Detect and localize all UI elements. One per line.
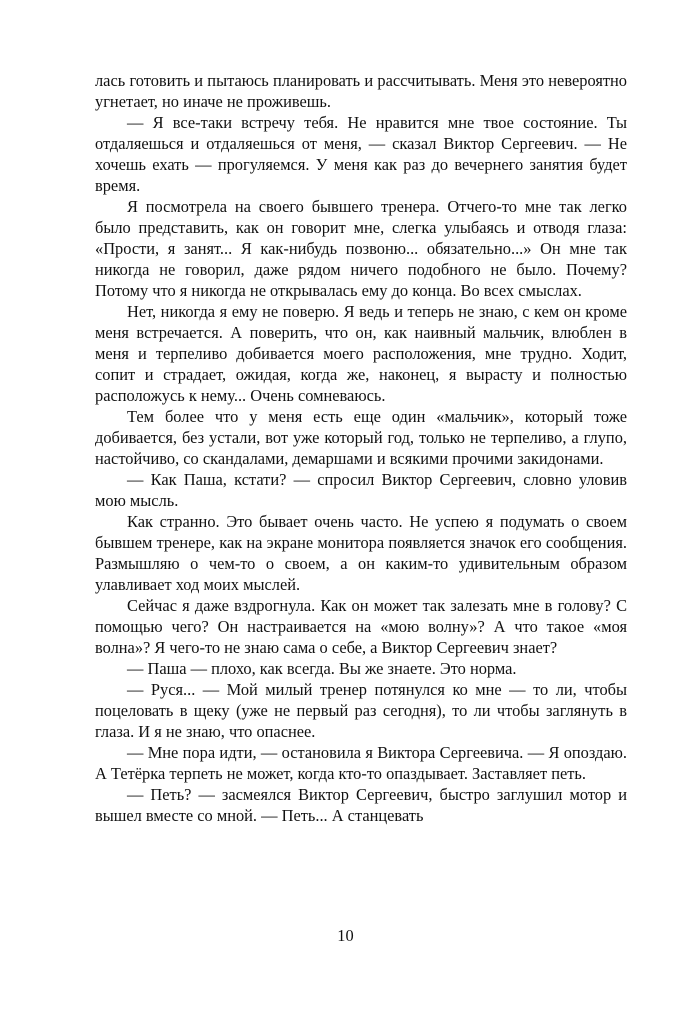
- paragraph: лась готовить и пытаюсь планировать и рассчитывать. Меня это невероятно угнетает, но иначе не проживешь.: [95, 71, 627, 111]
- paragraph: — Как Паша, кстати? — спросил Виктор Сергеевич, словно уловив мою мысль.: [95, 470, 627, 510]
- paragraph: — Паша — плохо, как всегда. Вы же знаете. Это норма.: [127, 659, 517, 678]
- paragraph: Нет, никогда я ему не поверю. Я ведь и теперь не знаю, с кем он кроме меня встречается. А поверить, что он, как наивный мальчик, влюблен в меня и терпеливо добивается моего расположения, мне трудно. Ходит, сопит и страдает, ожидая, когда же, наконец, я вырасту и полностью расположусь к нему... Очень сомневаюсь.: [95, 302, 627, 405]
- page-number: 10: [337, 926, 354, 945]
- paragraph: — Мне пора идти, — остановила я Виктора Сергеевича. — Я опоздаю. А Тетёрка терпеть не может, когда кто-то опаздывает. Заставляет петь.: [95, 743, 627, 783]
- paragraph: — Руся... — Мой милый тренер потянулся ко мне — то ли, чтобы поцеловать в щеку (уже не первый раз сегодня), то ли чтобы заглянуть в глаза. И я не знаю, что опаснее.: [95, 680, 627, 741]
- paragraph: Я посмотрела на своего бывшего тренера. Отчего-то мне так легко было представить, как он говорит мне, слегка улыбаясь и отводя глаза: «Прости, я занят... Я как-нибудь позвоню... обязательно...» Он мне так никогда не говорил, даже рядом ничего подобного не было. Почему? Потому что я никогда не открывалась ему до конца. Во всех смыслах.: [95, 197, 627, 300]
- paragraph: Сейчас я даже вздрогнула. Как он может так залезать мне в голову? С помощью чего? Он настраивается на «мою волну»? А что такое «моя волна»? Я чего-то не знаю сама о себе, а Виктор Сергеевич знает?: [95, 596, 627, 657]
- paragraph: Как странно. Это бывает очень часто. Не успею я подумать о своем бывшем тренере, как на экране монитора появляется значок его сообщения. Размышляю о чем-то о своем, а он каким-то удивительным образом улавливает ход моих мыслей.: [95, 512, 627, 594]
- paragraph: — Я все-таки встречу тебя. Не нравится мне твое состояние. Ты отдаляешься и отдаляешься от меня, — сказал Виктор Сергеевич. — Не хочешь ехать — прогуляемся. У меня как раз до вечернего занятия будет время.: [95, 113, 627, 195]
- page-body: [95, 70, 627, 826]
- paragraph: Тем более что у меня есть еще один «мальчик», который тоже добивается, без устали, вот уже который год, только не терпеливо, а глупо, настойчиво, со скандалами, демаршами и всякими прочими закидонами.: [95, 407, 627, 468]
- paragraph: — Петь? — засмеялся Виктор Сергеевич, быстро заглушил мотор и вышел вместе со мной. — Петь... А станцевать: [95, 785, 627, 825]
